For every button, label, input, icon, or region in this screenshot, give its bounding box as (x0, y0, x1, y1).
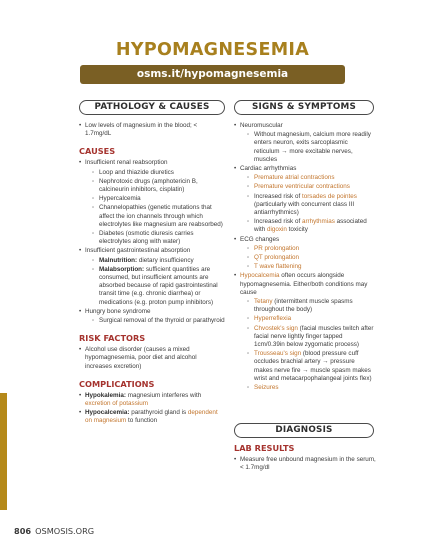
list-item: ◦ Without magnesium, calcium more readily enters neuron, exits sarcoplasmic reticulum → more excitable nerves, muscles (240, 131, 374, 164)
footer (14, 526, 94, 536)
list-item: ◦ Seizures (240, 384, 374, 392)
diagnosis-header: DIAGNOSIS (234, 423, 374, 438)
definition-item: • Low levels of magnesium in the blood; < 1.7mg/dL (79, 122, 225, 138)
list-item: ◦ Hypercalcemia (85, 195, 225, 203)
complications-heading: COMPLICATIONS (79, 378, 155, 389)
list-item: ◦ Surgical removal of the thyroid or parathyroid (85, 317, 225, 325)
list-item: ◦ Premature ventricular contractions (240, 183, 374, 191)
list-item: ◦ Malabsorption: sufficient quantities are consumed, but insufficient amounts are absorbed because of rapid gastrointestinal transit time (e.g. chronic diarrhea) or medications (e.g. proton pump inhibitors) (85, 266, 225, 307)
footer-site[interactable]: OSMOSIS.ORG (35, 526, 95, 536)
lab-results-heading: LAB RESULTS (234, 443, 295, 453)
list-item: ◦ Increased risk of arrhythmias associated with digoxin toxicity (240, 218, 374, 234)
list-item: • Insufficient renal reabsorption ◦ Loop and thiazide diuretics ◦ Nephrotoxic drugs (amphotericin B, calcineurin inhibitors, cisplatin) ◦ Hypercalcemia ◦ Channelopathies (genetic mutations that affect the ion channels through which electrolytes like magnesium are reabsorbed) ◦ Diabetes (osmotic diuresis carries electrolytes along with water) (79, 159, 225, 246)
list-item: • Hypocalcemia often occurs alongside hypomagnesemia. Either/both conditions may cause ◦ Tetany (intermittent muscle spasms throughout the body) ◦ Hyperreflexia ◦ Chvostek's sign (facial muscles twitch after facial nerve lightly finger tapped 1cm/0.39in below zygomatic process) ◦ Trousseau's sign (blood pressure cuff occludes brachial artery → pressure makes nerve fire → muscle spasm makes wrist and metacarpophalangeal joints flex) ◦ Seizures (234, 272, 374, 392)
page-number: 806 (14, 526, 32, 536)
diagnosis-body (234, 444, 376, 472)
list-item: ◦ Loop and thiazide diuretics (85, 169, 225, 177)
list-item: ◦ Hyperreflexia (240, 315, 374, 323)
list-item: • Neuromuscular ◦ Without magnesium, calcium more readily enters neuron, exits sarcoplasmic reticulum → more excitable nerves, muscles (234, 122, 374, 164)
list-item: • ECG changes ◦ PR prolongation ◦ QT prolongation ◦ T wave flattening (234, 236, 374, 272)
list-item: ◦ Nephrotoxic drugs (amphotericin B, calcineurin inhibitors, cisplatin) (85, 178, 225, 194)
url-bar[interactable]: osms.it/hypomagnesemia (80, 65, 345, 84)
list-item: ◦ Malnutrition: dietary insufficiency (85, 257, 225, 265)
list-item: ◦ Increased risk of torsades de pointes (particularly with concurrent class III antiarrhythmics) (240, 193, 374, 218)
list-item: • Measure free unbound magnesium in the serum, < 1.7mg/dl (234, 456, 376, 472)
risk-factors-heading: RISK FACTORS (79, 333, 146, 344)
left-column (79, 122, 225, 427)
list-item: ◦ T wave flattening (240, 263, 374, 271)
list-item: • Hypokalemia: magnesium interferes with excretion of potassium (79, 392, 225, 408)
list-item: ◦ Trousseau's sign (blood pressure cuff occludes brachial artery → pressure makes nerve fire → muscle spasm makes wrist and metacarpophalangeal joints flex) (240, 350, 374, 383)
list-item: • Alcohol use disorder (causes a mixed hypomagnesemia, poor diet and alcohol increases excretion) (79, 346, 225, 371)
signs-symptoms-header: SIGNS & SYMPTOMS (234, 100, 374, 115)
list-item: ◦ QT prolongation (240, 254, 374, 262)
list-item: ◦ Diabetes (osmotic diuresis carries electrolytes along with water) (85, 230, 225, 246)
page-title: HYPOMAGNESEMIA (115, 40, 310, 60)
pathology-causes-header: PATHOLOGY & CAUSES (79, 100, 225, 115)
list-item: ◦ Tetany (intermittent muscle spasms throughout the body) (240, 298, 374, 314)
diagnosis-section (234, 423, 376, 473)
list-item: • Cardiac arrhythmias ◦ Premature atrial contractions ◦ Premature ventricular contractions ◦ Increased risk of torsades de pointes (particularly with concurrent class III antiarrhythmics) ◦ Increased risk of arrhythmias associated with digoxin toxicity (234, 165, 374, 235)
list-item: • Hypocalcemia: parathyroid gland is dependent on magnesium to function (79, 409, 225, 425)
list-item: • Insufficient gastrointestinal absorption ◦ Malnutrition: dietary insufficiency ◦ Malabsorption: sufficient quantities are consumed, but insufficient amounts are absorbed because of rapid gastrointestinal transit time (e.g. chronic diarrhea) or medications (e.g. proton pump inhibitors) (79, 247, 225, 306)
right-column (234, 122, 374, 393)
list-item: ◦ Channelopathies (genetic mutations that affect the ion channels through which electrolytes like magnesium are reabsorbed) (85, 204, 225, 229)
list-item: ◦ Chvostek's sign (facial muscles twitch after facial nerve lightly finger tapped 1cm/0.39in below zygomatic process) (240, 325, 374, 350)
list-item: • Hungry bone syndrome ◦ Surgical removal of the thyroid or parathyroid (79, 308, 225, 325)
list-item: ◦ PR prolongation (240, 245, 374, 253)
side-tab (0, 393, 7, 510)
list-item: ◦ Premature atrial contractions (240, 174, 374, 182)
causes-heading: CAUSES (79, 146, 116, 157)
